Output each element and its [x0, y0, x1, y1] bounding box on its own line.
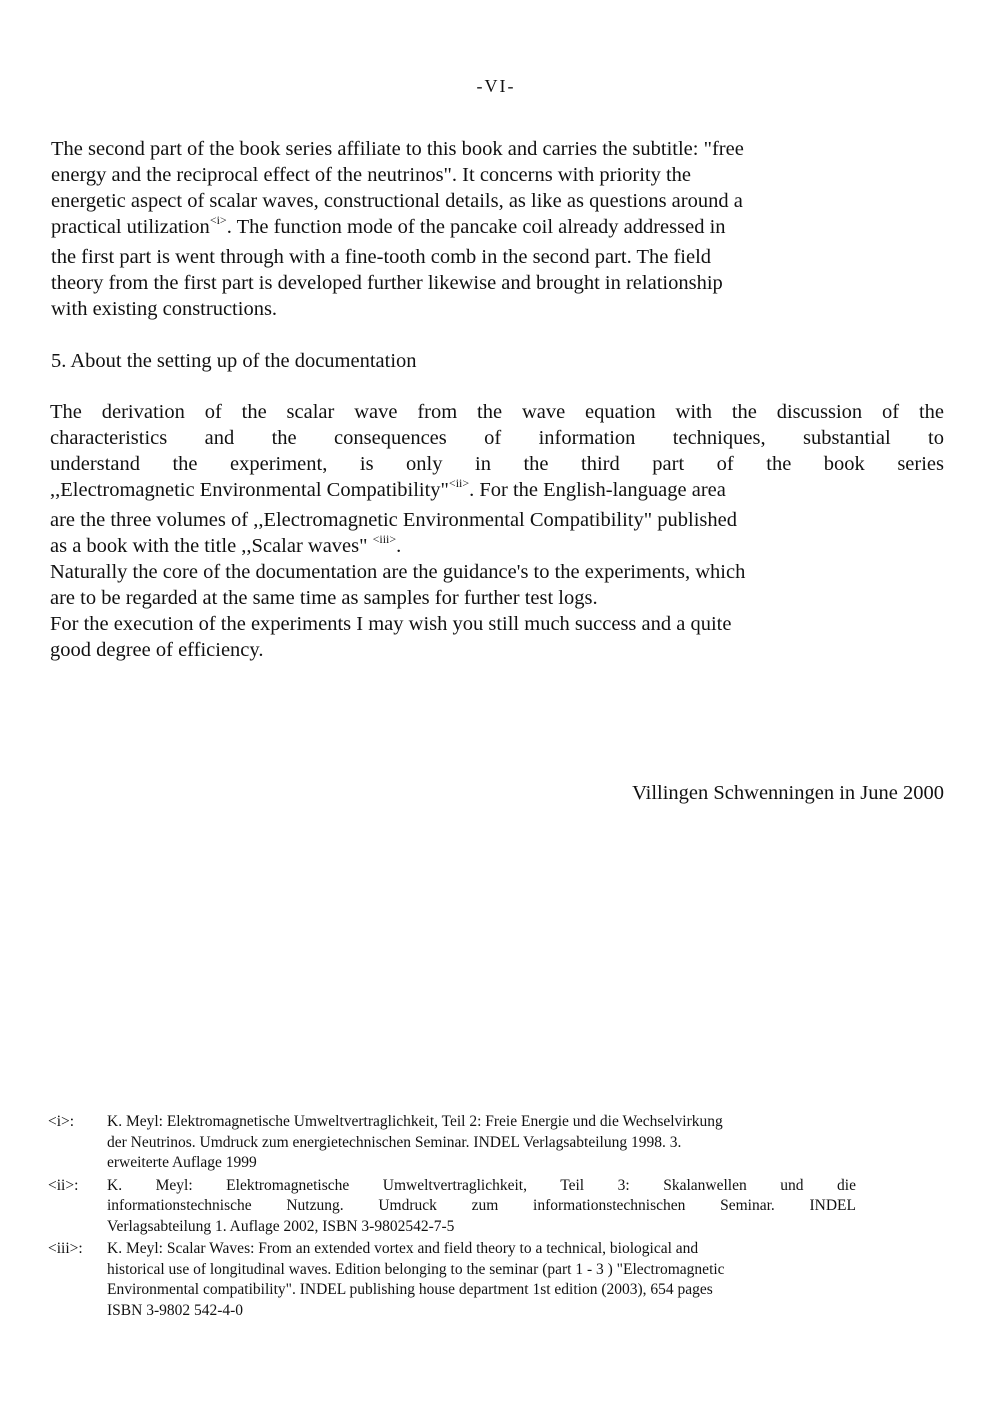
- footnote-tag: <iii>:: [48, 1240, 83, 1257]
- footnote-ii: [48, 1176, 856, 1238]
- text-fragment: practical utilization: [51, 216, 210, 238]
- footnote-iii: [48, 1239, 856, 1321]
- signature-place-date: Villingen Schwenningen in June 2000: [632, 782, 944, 804]
- text-line: [51, 214, 871, 240]
- text-fragment: . The function mode of the pancake coil already addressed in: [226, 216, 726, 238]
- text-line: [50, 477, 944, 503]
- text-line: good degree of efficiency.: [50, 639, 264, 661]
- footnotes: [48, 1112, 856, 1323]
- footnote-line: K. Meyl: Elektromagnetische Umweltvertraglichkeit, Teil 3: Skalanwellen und die: [107, 1176, 856, 1194]
- text-fragment: as a book with the title ,,Scalar waves": [50, 535, 373, 557]
- text-line: [50, 533, 944, 559]
- footnote-line: Environmental compatibility". INDEL publishing house department 1st edition (2003), 654 pages: [107, 1281, 713, 1298]
- section-heading: 5. About the setting up of the documentation: [51, 350, 417, 372]
- text-fragment: . For the English-language area: [469, 479, 726, 501]
- footnote-tag: <ii>:: [48, 1176, 79, 1194]
- footnote-line: erweiterte Auflage 1999: [107, 1154, 257, 1171]
- text-line: understand the experiment, is only in the third part of the book series: [50, 453, 944, 475]
- footnote-ref-iii[interactable]: <iii>: [372, 532, 397, 546]
- text-line: energetic aspect of scalar waves, constructional details, as like as questions around a: [51, 190, 743, 212]
- footnote-i: [48, 1112, 856, 1174]
- text-line: theory from the first part is developed further likewise and brought in relationship: [51, 272, 723, 294]
- text-line: Naturally the core of the documentation are the guidance's to the experiments, which: [50, 561, 746, 583]
- footnote-line: informationstechnische Nutzung. Umdruck zum informationstechnischen Seminar. INDEL: [107, 1197, 856, 1214]
- page-number: -VI-: [476, 76, 516, 96]
- footnote-tag: <i>:: [48, 1113, 75, 1130]
- footnote-line: Verlagsabteilung 1. Auflage 2002, ISBN 3-9802542-7-5: [107, 1217, 455, 1235]
- text-line: For the execution of the experiments I may wish you still much success and a quite: [50, 613, 732, 635]
- text-line: energy and the reciprocal effect of the neutrinos". It concerns with priority the: [51, 164, 692, 186]
- text-line: with existing constructions.: [51, 298, 278, 320]
- text-line: The second part of the book series affiliate to this book and carries the subtitle: "free: [51, 138, 744, 160]
- footnote-ref-i[interactable]: <i>: [209, 213, 227, 227]
- paragraph-documentation: [50, 399, 944, 663]
- footnote-ref-ii[interactable]: <ii>: [448, 476, 470, 490]
- footnote-line: K. Meyl: Scalar Waves: From an extended vortex and field theory to a technical, biological and: [107, 1240, 699, 1257]
- text-line: the first part is went through with a fine-tooth comb in the second part. The field: [51, 246, 712, 268]
- text-line: are the three volumes of ,,Electromagnetic Environmental Compatibility" published: [50, 509, 737, 531]
- text-line: are to be regarded at the same time as samples for further test logs.: [50, 587, 598, 609]
- footnote-line: der Neutrinos. Umdruck zum energietechnischen Seminar. INDEL Verlagsabteilung 1998. 3.: [107, 1133, 682, 1151]
- text-fragment: .: [396, 535, 402, 557]
- text-fragment: ,,Electromagnetic Environmental Compatibility": [50, 479, 449, 501]
- paragraph-second-part: [51, 136, 871, 322]
- text-line: The derivation of the scalar wave from the wave equation with the discussion of the: [50, 401, 944, 423]
- footnote-line: ISBN 3-9802 542-4-0: [107, 1301, 244, 1319]
- footnote-line: historical use of longitudinal waves. Edition belonging to the seminar (part 1 - 3 ) "Electromagnetic: [107, 1260, 725, 1278]
- text-line: characteristics and the consequences of information techniques, substantial to: [50, 427, 944, 449]
- footnote-line: K. Meyl: Elektromagnetische Umweltvertraglichkeit, Teil 2: Freie Energie und die Wechselvirkung: [107, 1113, 723, 1130]
